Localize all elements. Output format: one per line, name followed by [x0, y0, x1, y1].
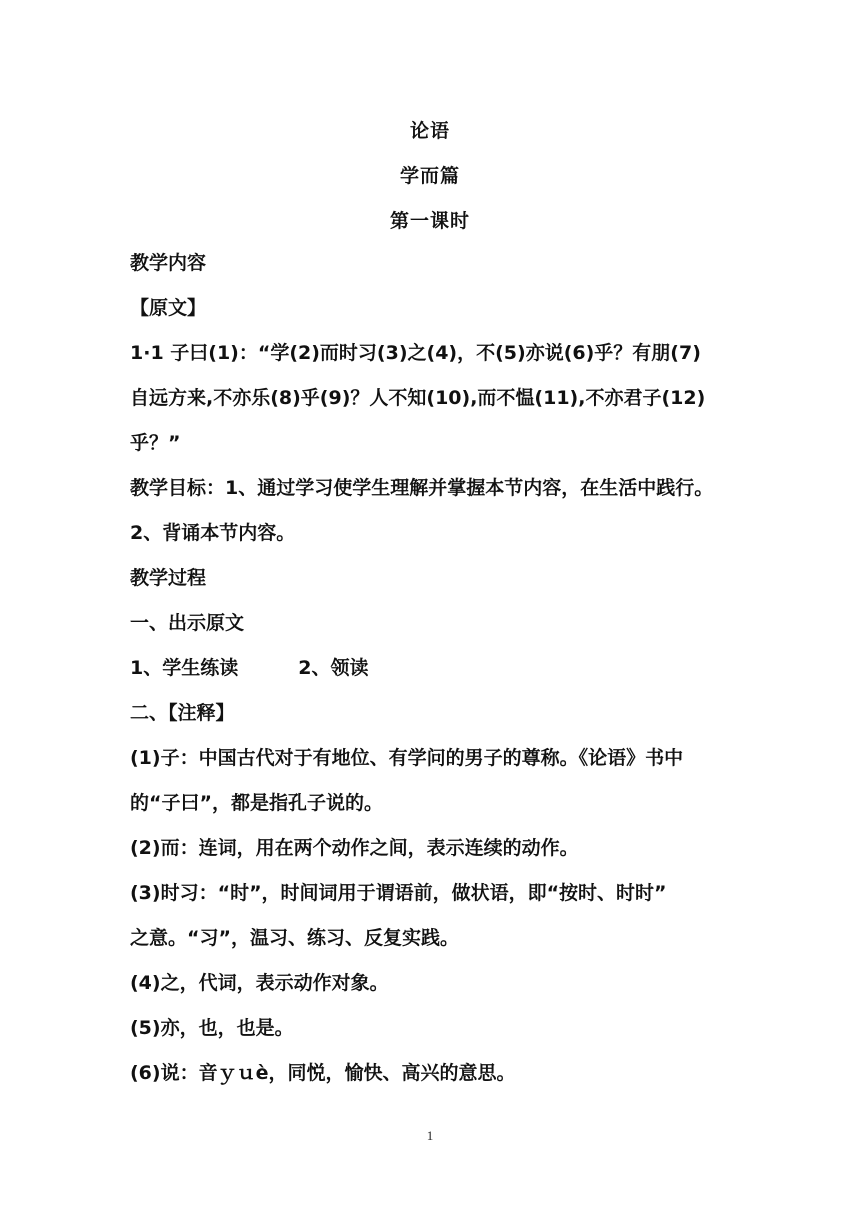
document-title: 论语: [409, 120, 450, 142]
note-line-5: 之意。“习”，温习、练习、反复实践。: [130, 927, 459, 949]
document-subtitle: 学而篇: [399, 165, 460, 187]
note-line-3: (2)而：连词，用在两个动作之间，表示连续的动作。: [130, 837, 579, 859]
original-text-line-2: 自远方来,不亦乐(8)乎(9)？人不知(10),而不愠(11),不亦君子(12): [130, 387, 706, 409]
note-line-7: (5)亦，也，也是。: [130, 1017, 294, 1039]
teaching-content-heading: 教学内容: [130, 252, 207, 274]
reading-steps-row: [130, 656, 740, 680]
reading-step-lead-reading: 2、领读: [298, 657, 369, 679]
teaching-goals-line-2: 2、背诵本节内容。: [130, 522, 296, 544]
note-line-8: (6)说：音ｙｕè，同悦，愉快、高兴的意思。: [130, 1062, 516, 1084]
note-line-2: 的“子曰”，都是指孔子说的。: [130, 792, 383, 814]
teaching-goals-line-1: 教学目标：1、通过学习使学生理解并掌握本节内容，在生活中践行。: [130, 477, 714, 499]
step-two-heading: 二、【注释】: [130, 702, 235, 724]
lesson-title: 第一课时: [389, 210, 470, 232]
page-number: 1: [426, 1128, 434, 1143]
reading-step-student-practice: 1、学生练读: [130, 657, 239, 679]
teaching-process-heading: 教学过程: [130, 567, 207, 589]
step-one-heading: 一、出示原文: [130, 612, 245, 634]
original-text-line-1: 1·1 子曰(1)：“学(2)而时习(3)之(4)，不(5)亦说(6)乎？有朋(7): [130, 342, 701, 364]
note-line-6: (4)之，代词，表示动作对象。: [130, 972, 389, 994]
note-line-4: (3)时习：“时”，时间词用于谓语前，做状语，即“按时、时时”: [130, 882, 667, 904]
original-text-line-3: 乎？”: [130, 432, 181, 454]
note-line-1: (1)子：中国古代对于有地位、有学问的男子的尊称。《论语》书中: [130, 747, 684, 769]
original-text-heading: 【原文】: [130, 297, 207, 319]
